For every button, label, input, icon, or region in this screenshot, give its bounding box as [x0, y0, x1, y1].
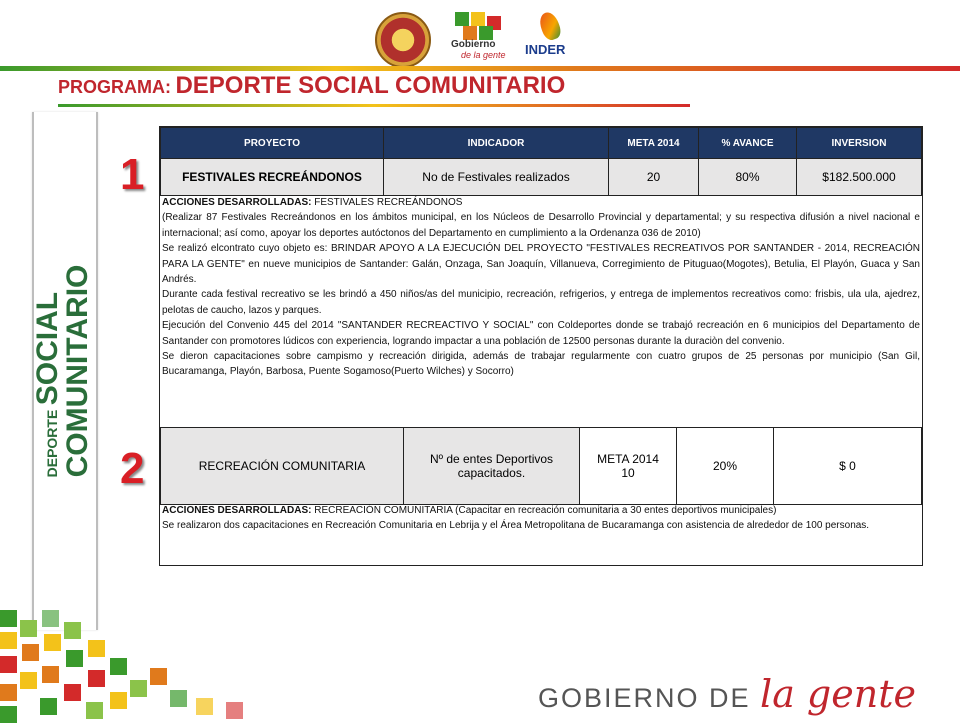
actions-paragraph: Durante cada festival recreativo se les brindó a 450 niños/as del municipio, recreación, refrigerios, y entrega de implementos recreativos como: frisbis, ula ula, ajedrez, pelotas de caucho, lazos y parques.	[162, 289, 920, 316]
header-avance: % AVANCE	[699, 128, 797, 159]
title-main: DEPORTE SOCIAL COMUNITARIO	[175, 72, 566, 99]
sidebar-label	[33, 265, 93, 478]
meta-value: 10	[621, 466, 635, 480]
project-table-2	[160, 427, 922, 505]
logo-subtext: de la gente	[461, 50, 506, 60]
project-table-1	[160, 127, 922, 196]
actions-title: FESTIVALES RECREÁNDONOS	[314, 197, 463, 208]
actions-paragraph: (Realizar 87 Festivales Recreándonos en los ámbitos municipal, en los Núcleos de Desarrollo Provincial y departamental; y su respectiva difusión a nivel nacional e internacional; así como, apoyar los deportes autóctonos del Departamento en cumplimiento a la Ordenanza 036 de 2010)	[162, 212, 920, 239]
actions-paragraph: Se dieron capacitaciones sobre campismo y recreación dirigida, además de trabajar regularmente con cuatro grupos de 25 personas por municipio (San Gil, Bucaramanga, Playón, Barbosa, Puente Sogamoso(Puerto Wilches) y Socorro)	[162, 351, 920, 378]
cell-meta	[580, 428, 677, 505]
actions-label: ACCIONES DESARROLLADAS:	[162, 505, 312, 516]
cell-avance: 80%	[699, 159, 797, 196]
footer-text: GOBIERNO DE	[538, 683, 751, 713]
project-table-container	[159, 126, 923, 566]
inder-logo	[525, 10, 581, 66]
actions-title: RECREACIÓN COMUNITARIA (Capacitar en recreación comunitaria a 30 entes deportivos municipales)	[314, 505, 777, 516]
header-logos	[375, 10, 585, 66]
cell-inversion: $ 0	[774, 428, 922, 505]
actions-description-1	[162, 195, 920, 380]
sidebar-label-line2: COMUNITARIO	[61, 264, 94, 478]
cell-meta: 20	[609, 159, 699, 196]
cell-proyecto: RECREACIÓN COMUNITARIA	[161, 428, 404, 505]
title-prefix: PROGRAMA:	[58, 77, 171, 97]
meta-label: META 2014	[597, 452, 659, 466]
cell-avance: 20%	[677, 428, 774, 505]
header-inversion: INVERSION	[797, 128, 922, 159]
header-meta: META 2014	[609, 128, 699, 159]
page-title	[58, 72, 565, 100]
actions-paragraph: Se realizó elcontrato cuyo objeto es: BRINDAR APOYO A LA EJECUCIÓN DEL PROYECTO "FESTIVALES RECREATIVOS POR SANTANDER - 2014, RECREACIÓN PARA LA GENTE" en nueve municipios de Santander: Galán, Onzaga, San Joaquín, Villanueva, Corregimiento de Pituguao(Mogotes), Betulia, El Playón, Guaca y San Andrés.	[162, 243, 920, 286]
footer-brand	[538, 672, 916, 716]
cell-inversion: $182.500.000	[797, 159, 922, 196]
cell-indicador: No de Festivales realizados	[384, 159, 609, 196]
actions-label: ACCIONES DESARROLLADAS:	[162, 197, 312, 208]
inder-logo-text: INDER	[525, 42, 566, 57]
header-color-bar	[0, 66, 960, 71]
decorative-squares	[0, 610, 290, 720]
actions-description-2	[162, 503, 920, 534]
table-row	[161, 428, 922, 505]
logo-text: Gobierno	[451, 39, 496, 50]
footer-brand-gente: la gente	[760, 672, 916, 716]
table-row	[161, 159, 922, 196]
sidebar-label-line1: SOCIAL	[31, 291, 64, 406]
actions-paragraph: Ejecución del Convenio 445 del 2014 "SANTANDER RECREACTIVO Y SOCIAL" con Coldeportes donde se trabajó recreación en 6 municipios del Departamento de Santander con promotores lúdicos con experiencia, logrando impactar a una población de 12500 personas durante la duraciòn del convenio.	[162, 320, 920, 347]
flame-icon	[537, 10, 563, 42]
marker-2: 2	[120, 444, 145, 493]
gobierno-de-la-gente-logo	[447, 10, 513, 66]
gobernacion-seal-logo	[375, 12, 431, 68]
cell-proyecto: FESTIVALES RECREÁNDONOS	[161, 159, 384, 196]
table-header-row	[161, 128, 922, 159]
cell-indicador: Nº de entes Deportivos capacitados.	[404, 428, 580, 505]
actions-paragraph: Se realizaron dos capacitaciones en Recreación Comunitaria en Lebrija y el Área Metropolitana de Bucaramanga con asistencia de alrededor de 100 personas.	[162, 520, 870, 532]
header-indicador: INDICADOR	[384, 128, 609, 159]
header-proyecto: PROYECTO	[161, 128, 384, 159]
sidebar-label-small: DEPORTE	[44, 409, 60, 478]
title-underline	[58, 104, 690, 107]
marker-1: 1	[120, 150, 145, 199]
